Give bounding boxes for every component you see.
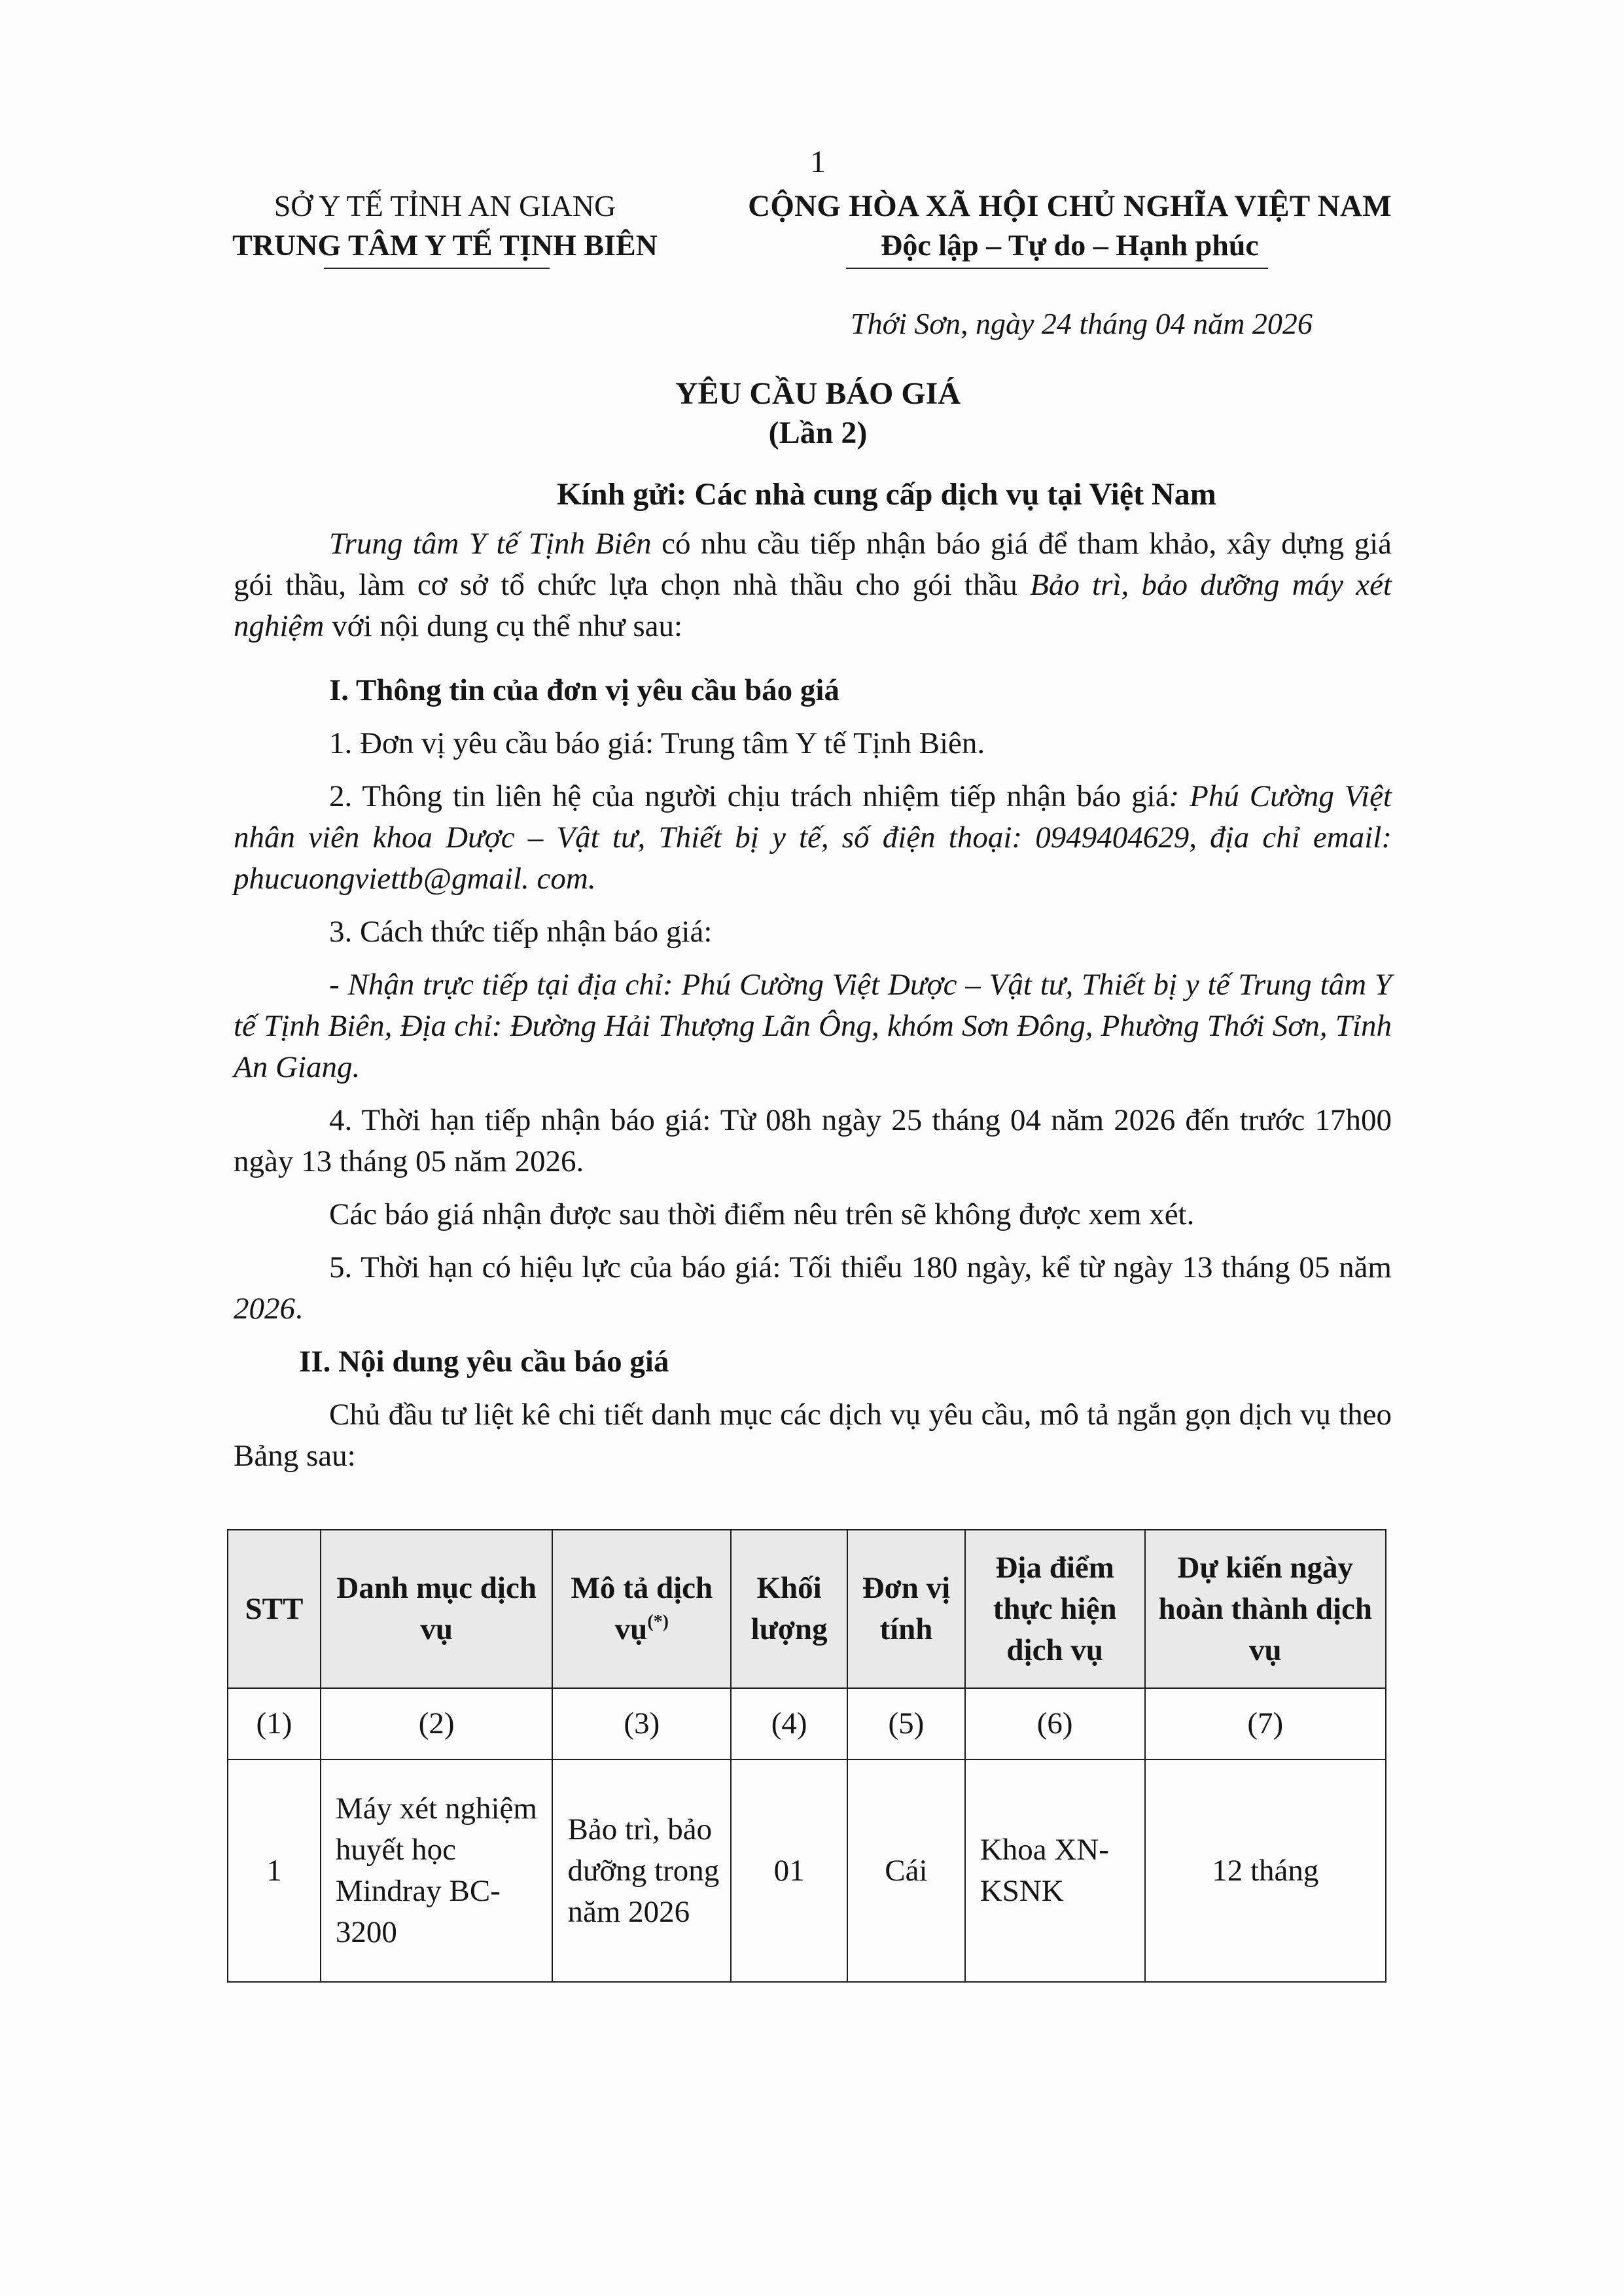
item-5 <box>234 1247 1392 1330</box>
contact-info: : Phú Cường Việt nhân viên khoa Dược – Vật tư, Thiết bị y tế, số điện thoại: 0949404629, địa chỉ email: phucuongviettb@gmail. com. <box>234 779 1392 896</box>
document-title: YÊU CẦU BÁO GIÁ <box>675 376 961 411</box>
item-4: 4. Thời hạn tiếp nhận báo giá: Từ 08h ngày 25 tháng 04 năm 2026 đến trước 17h00 ngày 13 tháng 05 năm 2026. <box>234 1103 1392 1178</box>
header-service: Danh mục dịch vụ <box>321 1530 553 1688</box>
header-completion: Dự kiến ngày hoàn thành dịch vụ <box>1145 1530 1386 1688</box>
parent-agency: SỞ Y TẾ TỈNH AN GIANG <box>274 189 616 222</box>
issuing-agency: TRUNG TÂM Y TẾ TỊNH BIÊN <box>232 228 658 262</box>
header-description <box>552 1530 731 1688</box>
column-number: (1) <box>228 1688 321 1759</box>
section-1 <box>234 670 1392 1477</box>
column-number: (3) <box>552 1688 731 1759</box>
cell-description: Bảo trì, bảo dưỡng trong năm 2026 <box>552 1759 731 1982</box>
header-quantity: Khối lượng <box>731 1530 847 1688</box>
column-number-row <box>228 1688 1386 1759</box>
package-name: Bảo trì, bảo dưỡng máy xét nghiệm <box>234 568 1392 643</box>
service-request-table <box>227 1529 1386 1983</box>
page-number: 1 <box>810 145 826 179</box>
item-5-text: 5. Thời hạn có hiệu lực của báo giá: Tối thiểu 180 ngày, kể từ ngày 13 tháng 05 năm <box>329 1250 1392 1284</box>
item-3-detail: - Nhận trực tiếp tại địa chỉ: Phú Cường Việt Dược – Vật tư, Thiết bị y tế Trung tâm Y tế Tịnh Biên, Địa chỉ: Đường Hải Thượng Lãn Ông, khóm Sơn Đông, Phường Thới Sơn, Tỉnh An Giang. <box>234 968 1392 1084</box>
motto-underline <box>846 268 1268 269</box>
item-5-year: 2026 <box>234 1292 295 1326</box>
column-number: (6) <box>965 1688 1145 1759</box>
table-header-row <box>228 1530 1386 1688</box>
column-number: (4) <box>731 1688 847 1759</box>
item-3: 3. Cách thức tiếp nhận báo giá: <box>329 915 713 949</box>
column-number: (2) <box>321 1688 553 1759</box>
header-location: Địa điểm thực hiện dịch vụ <box>965 1530 1145 1688</box>
item-2 <box>234 776 1392 900</box>
item-1: 1. Đơn vị yêu cầu báo giá: Trung tâm Y tế Tịnh Biên. <box>329 726 985 760</box>
section-2-intro: Chủ đầu tư liệt kê chi tiết danh mục các dịch vụ yêu cầu, mô tả ngắn gọn dịch vụ theo Bảng sau: <box>234 1398 1392 1473</box>
section-2-heading: II. Nội dung yêu cầu báo giá <box>299 1345 669 1379</box>
recipient-line: Kính gửi: Các nhà cung cấp dịch vụ tại Việt Nam <box>557 477 1216 512</box>
cell-quantity: 01 <box>731 1759 847 1982</box>
section-1-heading: I. Thông tin của đơn vị yêu cầu báo giá <box>329 673 839 707</box>
document-subtitle: (Lần 2) <box>768 415 868 450</box>
country-name: CỘNG HÒA XÃ HỘI CHỦ NGHĨA VIỆT NAM <box>748 189 1392 223</box>
cell-service: Máy xét nghiệm huyết học Mindray BC-3200 <box>321 1759 553 1982</box>
item-2-label: 2. Thông tin liên hệ của người chịu trách nhiệm tiếp nhận báo giá <box>329 779 1169 813</box>
table-row <box>228 1759 1386 1982</box>
national-motto-header <box>707 186 1433 269</box>
column-number: (7) <box>1145 1688 1386 1759</box>
late-quote-note: Các báo giá nhận được sau thời điểm nêu trên sẽ không được xem xét. <box>329 1197 1195 1231</box>
intro-text-end: với nội dung cụ thể như sau: <box>324 609 683 643</box>
org-name: Trung tâm Y tế Tịnh Biên <box>329 527 652 561</box>
agency-underline <box>324 268 550 269</box>
header-unit: Đơn vị tính <box>847 1530 965 1688</box>
column-number: (5) <box>847 1688 965 1759</box>
cell-stt: 1 <box>228 1759 321 1982</box>
cell-completion: 12 tháng <box>1145 1759 1386 1982</box>
intro-text: có nhu cầu tiếp nhận báo giá để tham khảo, xây dựng giá gói thầu, làm cơ sở tổ chức lựa chọn nhà thầu cho gói thầu <box>234 527 1392 602</box>
item-5-end: . <box>295 1292 303 1326</box>
issuing-agency-header <box>190 186 700 269</box>
cell-unit: Cái <box>847 1759 965 1982</box>
header-stt: STT <box>228 1530 321 1688</box>
place-date: Thới Sơn, ngày 24 tháng 04 năm 2026 <box>851 307 1313 340</box>
footnote-mark: (*) <box>647 1612 669 1632</box>
cell-location: Khoa XN-KSNK <box>965 1759 1145 1982</box>
national-motto: Độc lập – Tự do – Hạnh phúc <box>881 228 1259 262</box>
header-description-label: Mô tả dịch vụ <box>571 1571 713 1646</box>
intro-paragraph <box>234 523 1392 647</box>
